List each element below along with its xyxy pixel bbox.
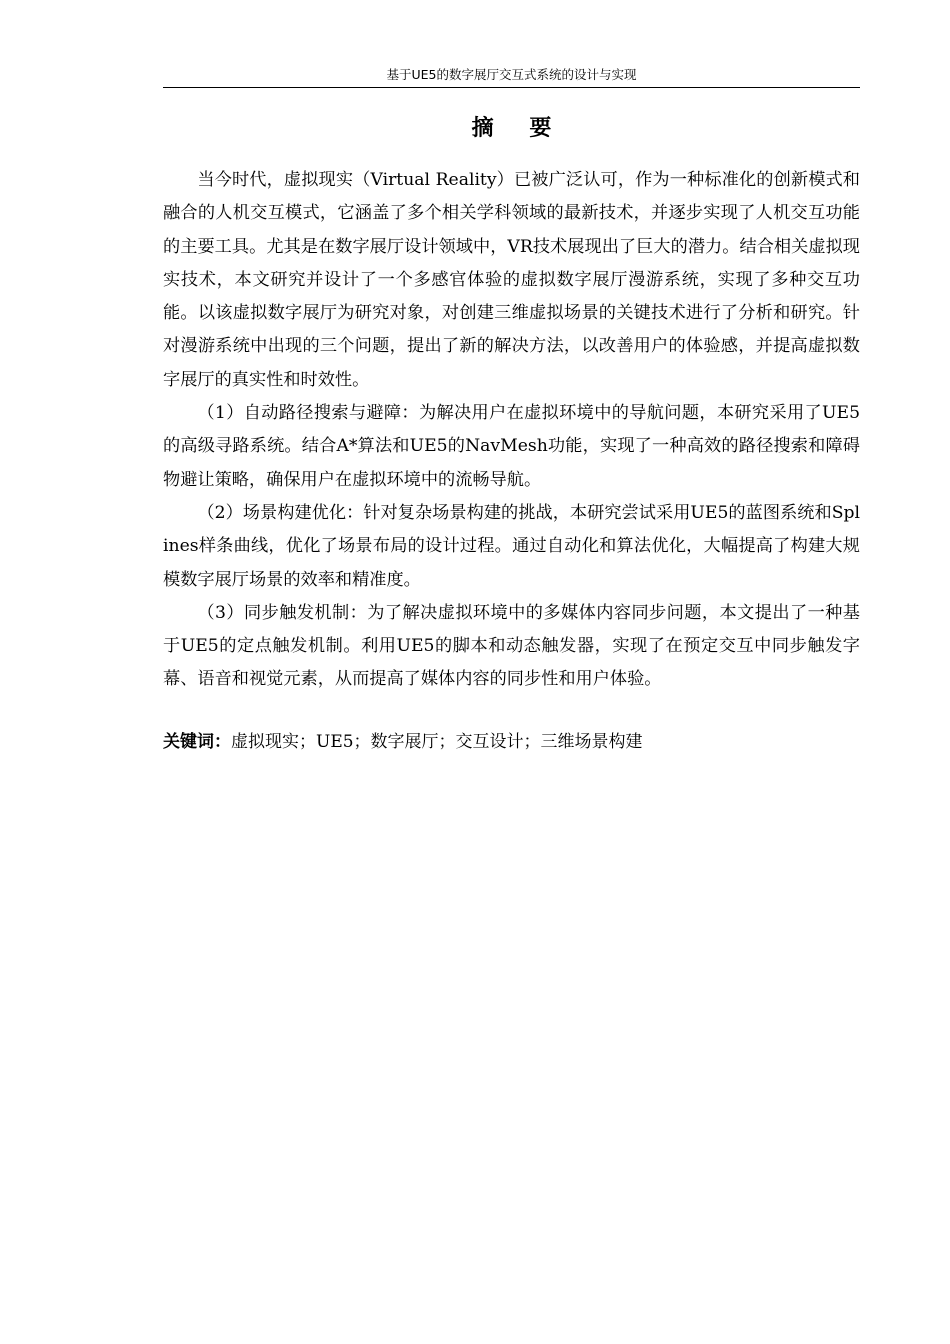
keywords-line [163, 728, 860, 756]
header-rule [163, 87, 860, 88]
abstract-body [163, 164, 860, 697]
abstract-paragraph-intro: 当今时代，虚拟现实（Virtual Reality）已被广泛认可，作为一种标准化的创新模式和融合的人机交互模式，它涵盖了多个相关学科领域的最新技术，并逐步实现了人机交互功能的主要工具。尤其是在数字展厅设计领域中，VR技术展现出了巨大的潜力。结合相关虚拟现实技术，本文研究并设计了一个多感官体验的虚拟数字展厅漫游系统，实现了多种交互功能。以该虚拟数字展厅为研究对象，对创建三维虚拟场景的关键技术进行了分析和研究。针对漫游系统中出现的三个问题，提出了新的解决方法，以改善用户的体验感，并提高虚拟数字展厅的真实性和时效性。 [163, 170, 860, 390]
abstract-paragraph-sync-trigger: （3）同步触发机制：为了解决虚拟环境中的多媒体内容同步问题，本文提出了一种基于UE5的定点触发机制。利用UE5的脚本和动态触发器，实现了在预定交互中同步触发字幕、语音和视觉元素，从而提高了媒体内容的同步性和用户体验。 [163, 602, 860, 690]
keywords-label: 关键词： [163, 732, 231, 752]
abstract-title: 摘 要 [471, 116, 566, 141]
abstract-paragraph-pathfinding: （1）自动路径搜索与避障：为解决用户在虚拟环境中的导航问题，本研究采用了UE5的高级寻路系统。结合A*算法和UE5的NavMesh功能，实现了一种高效的路径搜索和障碍物避让策略，确保用户在虚拟环境中的流畅导航。 [163, 403, 860, 490]
abstract-paragraph-scene-optimization: （2）场景构建优化：针对复杂场景构建的挑战，本研究尝试采用UE5的蓝图系统和Splines样条曲线，优化了场景布局的设计过程。通过自动化和算法优化，大幅提高了构建大规模数字展厅场景的效率和精准度。 [163, 502, 860, 590]
running-header: 基于UE5的数字展厅交互式系统的设计与实现 [386, 67, 637, 82]
keywords-list: 虚拟现实；UE5；数字展厅；交互设计；三维场景构建 [231, 732, 643, 752]
